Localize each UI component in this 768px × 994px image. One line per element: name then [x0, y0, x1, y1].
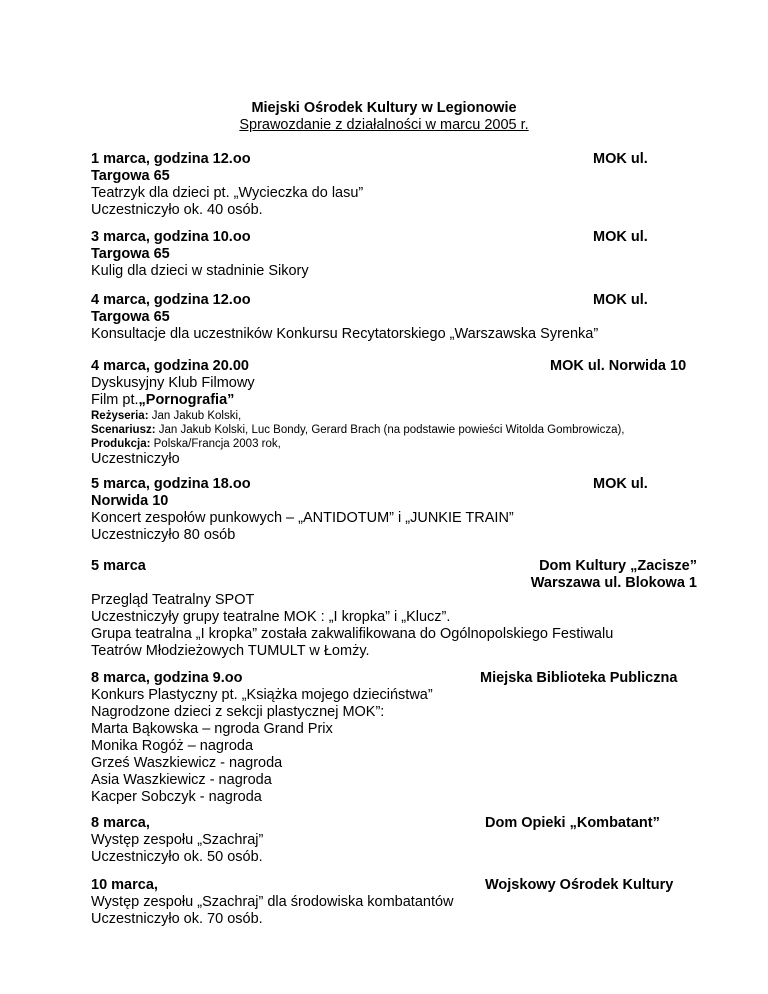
screenplay-label: Scenariusz:: [91, 424, 156, 436]
event-place: Miejska Biblioteka Publiczna: [480, 670, 678, 686]
film-prefix: Film pt.: [91, 392, 139, 408]
event-date: 4 marca, godzina 12.oo: [91, 292, 251, 308]
event-place: Dom Opieki „Kombatant”: [485, 815, 660, 831]
event-entry: [91, 151, 711, 219]
event-description: Uczestniczyły grupy teatralne MOK : „I kropka” i „Klucz”.: [91, 609, 451, 625]
winner-item: Marta Bąkowska – ngroda Grand Prix: [91, 721, 333, 737]
event-description: Teatrów Młodzieżowych TUMULT w Łomży.: [91, 643, 370, 659]
event-description: Występ zespołu „Szachraj” dla środowiska kombatantów: [91, 894, 454, 910]
event-attendance: Uczestniczyło ok. 40 osób.: [91, 202, 263, 218]
event-entry: [91, 670, 711, 806]
event-description: Występ zespołu „Szachraj”: [91, 832, 264, 848]
event-description: Konsultacje dla uczestników Konkursu Recytatorskiego „Warszawska Syrenka”: [91, 326, 599, 342]
event-entry: [91, 815, 711, 866]
film-production: [91, 437, 711, 451]
film-director: [91, 409, 711, 423]
event-place: MOK ul.: [593, 229, 648, 245]
event-attendance: Uczestniczyło ok. 70 osób.: [91, 911, 263, 927]
winner-item: Grześ Waszkiewicz - nagroda: [91, 755, 283, 771]
event-place-continued: Targowa 65: [91, 168, 170, 184]
event-place: Dom Kultury „Zacisze”: [539, 558, 697, 574]
event-date: 5 marca: [91, 558, 146, 574]
event-date: 8 marca,: [91, 815, 150, 831]
event-description: Grupa teatralna „I kropka” została zakwalifikowana do Ogólnopolskiego Festiwalu: [91, 626, 614, 642]
event-place-continued: Norwida 10: [91, 493, 169, 509]
event-attendance: Uczestniczyło ok. 50 osób.: [91, 849, 263, 865]
event-date: 4 marca, godzina 20.00: [91, 358, 249, 374]
event-description: Konkurs Plastyczny pt. „Książka mojego dzieciństwa”: [91, 687, 433, 703]
event-description: Kulig dla dzieci w stadninie Sikory: [91, 263, 309, 279]
winner-item: Kacper Sobczyk - nagroda: [91, 789, 262, 805]
event-description: Koncert zespołów punkowych – „ANTIDOTUM” i „JUNKIE TRAIN”: [91, 510, 514, 526]
event-place: MOK ul. Norwida 10: [550, 358, 687, 374]
event-place-continued: Targowa 65: [91, 309, 170, 325]
event-entry: [91, 229, 711, 280]
event-entry: [91, 558, 711, 660]
event-place: MOK ul.: [593, 151, 648, 167]
event-place: MOK ul.: [593, 476, 648, 492]
production-label: Produkcja:: [91, 438, 151, 450]
film-screenplay: [91, 423, 711, 437]
event-date: 8 marca, godzina 9.oo: [91, 670, 243, 686]
event-attendance: Uczestniczyło: [91, 451, 180, 467]
director-label: Reżyseria:: [91, 410, 149, 422]
event-date: 3 marca, godzina 10.oo: [91, 229, 251, 245]
event-date: 10 marca,: [91, 877, 158, 893]
event-description: Teatrzyk dla dzieci pt. „Wycieczka do lasu”: [91, 185, 364, 201]
event-place-continued: Warszawa ul. Blokowa 1: [530, 575, 697, 591]
winner-item: Monika Rogóż – nagroda: [91, 738, 254, 754]
event-entry: [91, 358, 711, 468]
event-entry: [91, 877, 711, 928]
director-value: Jan Jakub Kolski,: [148, 410, 242, 422]
document-title: Miejski Ośrodek Kultury w Legionowie: [251, 100, 517, 116]
event-entry: [91, 476, 711, 544]
event-description: Nagrodzone dzieci z sekcji plastycznej MOK”:: [91, 704, 385, 720]
event-date: 1 marca, godzina 12.oo: [91, 151, 251, 167]
event-place: Wojskowy Ośrodek Kultury: [485, 877, 674, 893]
document-subtitle: Sprawozdanie z działalności w marcu 2005 r.: [239, 117, 529, 133]
event-description: Przegląd Teatralny SPOT: [91, 592, 255, 608]
event-description: Dyskusyjny Klub Filmowy: [91, 375, 255, 391]
winner-item: Asia Waszkiewicz - nagroda: [91, 772, 272, 788]
event-entry: [91, 292, 711, 343]
event-attendance: Uczestniczyło 80 osób: [91, 527, 236, 543]
film-title-line: [91, 392, 711, 409]
event-place-continued: Targowa 65: [91, 246, 170, 262]
screenplay-value: Jan Jakub Kolski, Luc Bondy, Gerard Brach (na podstawie powieści Witolda Gombrowicza),: [155, 424, 625, 436]
event-place: MOK ul.: [593, 292, 648, 308]
event-date: 5 marca, godzina 18.oo: [91, 476, 251, 492]
production-value: Polska/Francja 2003 rok,: [150, 438, 281, 450]
film-title: „Pornografia”: [138, 392, 235, 408]
